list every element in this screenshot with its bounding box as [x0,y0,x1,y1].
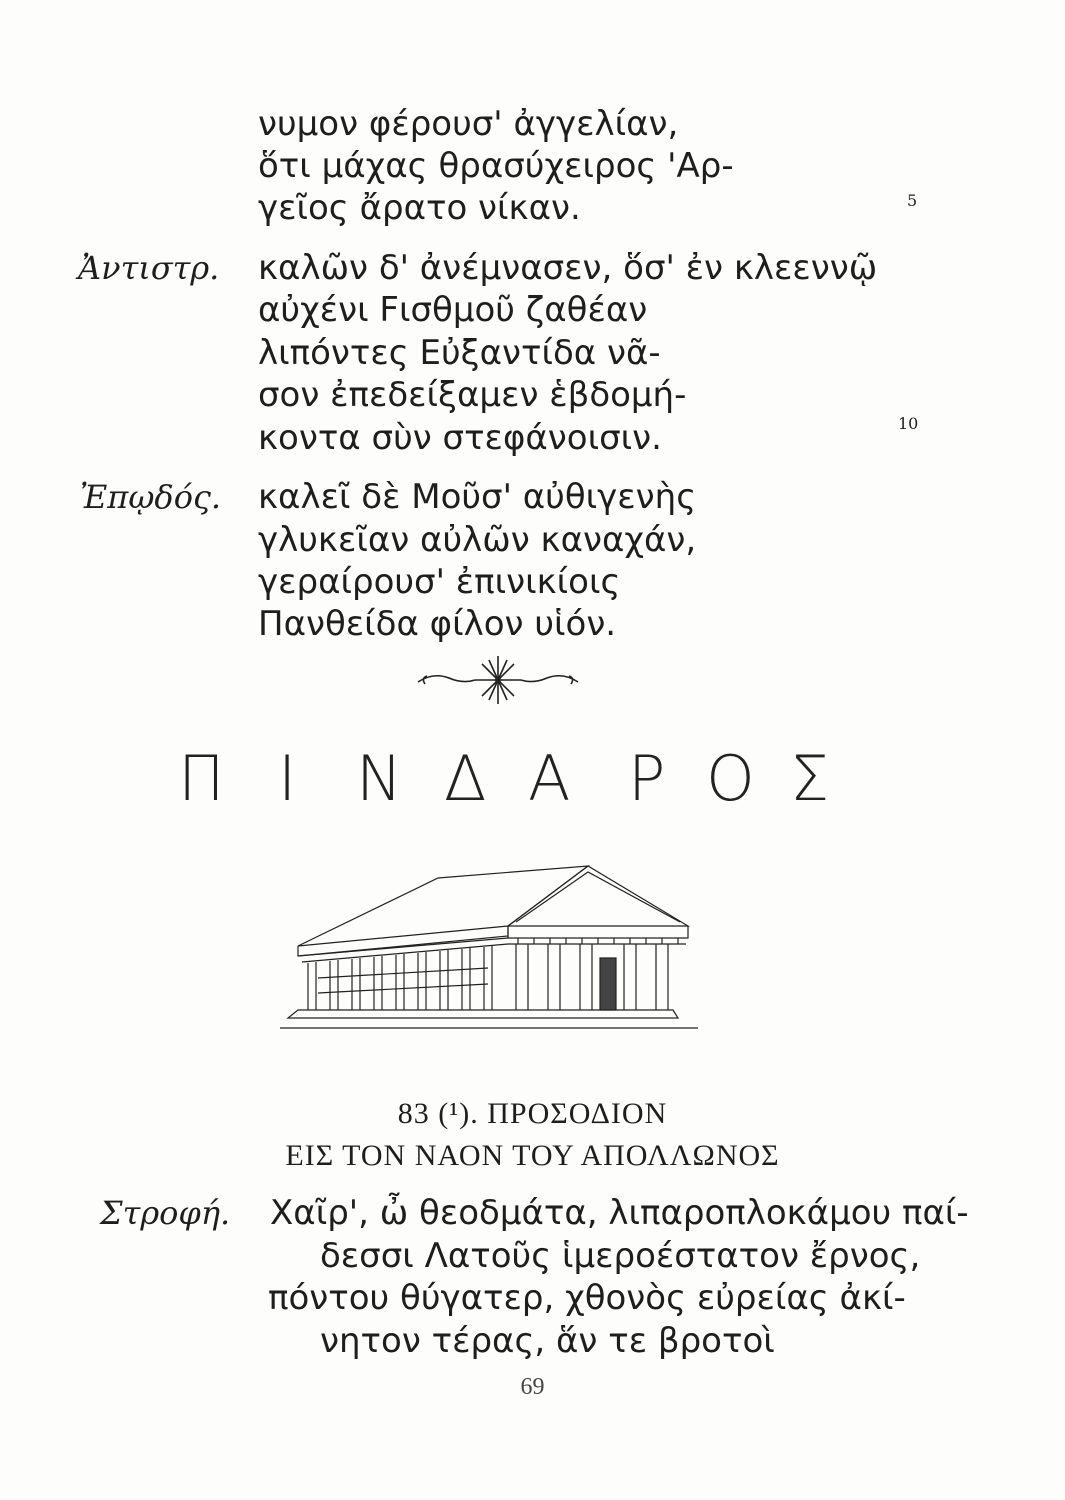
poem-line: γεῖος ἄρατο νίκαν. [258,188,581,228]
inscription-letter: Π [178,742,225,815]
poem-line: ὅτι μάχας θρασύχειρος 'Αρ- [258,146,734,186]
epode-label: Ἐπῳδός. [80,478,222,516]
poem-line: Χαῖρ', ὦ θεοδμάτα, λιπαροπλοκάμου παί- [270,1193,969,1233]
poem-line: καλεῖ δὲ Μοῦσ' αὐθιγενὴς [258,477,697,517]
inscription-letter: Δ [444,742,487,815]
inscription-letter: Α [528,742,571,815]
inscription-letter: Ρ [628,742,666,815]
poem-line: γλυκεῖαν αὐλῶν καναχάν, [258,520,697,560]
poem-line: αὐχένι Fισθμοῦ ζαθέαν [258,290,648,330]
poem-line: πόντου θύγατερ, χθονὸς εὐρείας ἀκί- [268,1278,906,1318]
antistrophe-label: Ἀντιστρ. [78,249,220,287]
strophe-label: Στροφή. [100,1194,231,1232]
temple-illustration [278,838,698,1038]
line-number: 10 [898,414,919,433]
line-number: 5 [907,191,918,210]
poem-line: καλῶν δ' ἀνέμνασεν, ὅσ' ἐν κλεεννῷ [258,248,878,288]
inscription-letter: Ν [356,742,403,815]
inscription-letter: Σ [790,742,830,815]
poem-line: Πανθείδα φίλον υἱόν. [258,604,617,644]
ornament-star-icon [413,650,583,710]
poem-line: νητον τέρας, ἅν τε βροτοὶ [320,1321,775,1361]
poem-line: γεραίρουσ' ἐπινικίοις [258,562,621,602]
poem-line: νυμον φέρουσ' ἀγγελίαν, [258,104,679,144]
poem-line: σον ἐπεδείξαμεν ἑβδομή- [258,375,687,415]
poem-line: κοντα σὺν στεφάνοισιν. [258,418,662,458]
section-heading: 83 (¹). ΠΡΟΣΟΔΙΟΝ [397,1097,668,1130]
section-subheading: ΕΙΣ ΤΟΝ ΝΑΟΝ ΤΟΥ ΑΠΟΛΛΩΝΟΣ [285,1139,780,1172]
inscription-letter: Ο [706,742,755,815]
page-number: 69 [520,1374,545,1400]
poem-line: δεσσι Λατοῦς ἱμεροέστατον ἔρνος, [320,1236,921,1276]
poem-line: λιπόντες Εὐξαντίδα νᾶ- [258,333,661,373]
inscription-letter: Ι [278,742,297,815]
